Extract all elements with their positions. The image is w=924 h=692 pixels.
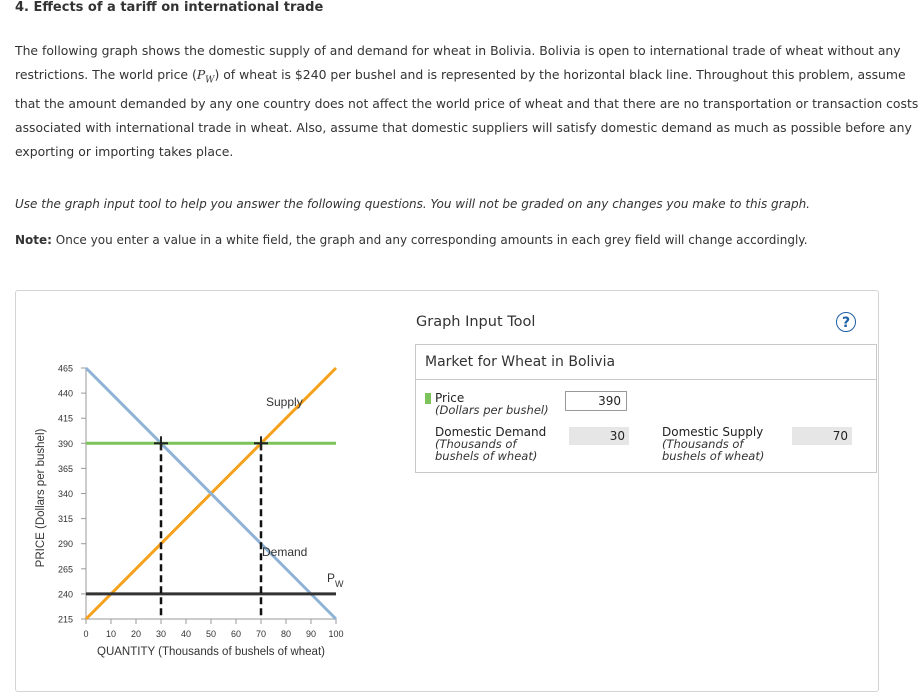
y-tick-label: 290 [57,539,73,550]
x-axis-label: QUANTITY (Thousands of bushels of wheat) [97,646,325,658]
intro-text-end: ) of wheat is $240 per bushel and is represented by the horizontal black line. Throughout this problem, assume that the amount demanded by any one country does not affect the world price of wheat and that there are no transportation or transaction costs associated with international trade in wheat. Also, assume that domestic suppliers will satisfy domestic demand as much as possible before any exporting or importing takes place. [15,67,919,160]
world-price-line-label-main: P [327,571,336,585]
y-tick-label: 465 [57,363,73,374]
intro-text-start: The following graph shows the domestic supply of and demand for wheat in Bolivia. Bolivia is open to international trade of wheat without any restrictions. The world price ( [15,43,901,82]
x-tick-label: 10 [105,629,117,639]
price-swatch [425,393,431,404]
y-tick-label: 415 [57,413,73,424]
domestic-supply-label: Domestic Supply [662,425,764,439]
y-tick-label: 365 [57,463,73,474]
y-tick-label: 440 [57,388,73,399]
domestic-demand-unit-1: (Thousands of [435,437,517,451]
y-tick-label: 390 [57,438,73,449]
price-unit: (Dollars per bushel) [435,403,549,417]
help-icon[interactable]: ? [836,312,856,332]
price-label: Price [435,391,465,405]
instruction-text: Use the graph input tool to help you answer the following questions. You will not be graded on any changes you make to this graph. [15,197,810,211]
x-tick-label: 100 [328,629,344,639]
x-tick-label: 30 [155,629,167,639]
world-price-line-label [327,571,344,589]
note-label: Note: [15,233,52,247]
demand-curve-label: Demand [262,545,308,559]
price-input[interactable] [565,391,627,411]
note-body: Once you enter a value in a white field, the graph and any corresponding amounts in each grey field will change accordingly. [51,233,808,247]
world-price-symbol-sub: W [205,75,215,86]
world-price-symbol-main: P [196,67,206,82]
y-tick-label: 215 [57,614,73,625]
x-tick-label: 0 [83,629,89,639]
domestic-supply-unit-1: (Thousands of [662,437,744,451]
x-tick-labels [83,629,343,639]
domestic-supply-value: 70 [792,427,852,445]
world-price-line-label-sub: W [335,579,344,589]
y-tick-label: 265 [57,564,73,575]
x-tick-label: 20 [130,629,142,639]
x-tick-label: 80 [280,629,292,639]
domestic-supply-unit-2: bushels of wheat) [662,449,765,463]
y-tick-label: 240 [57,589,73,600]
x-tick-label: 40 [180,629,192,639]
x-tick-label: 90 [305,629,317,639]
market-header [416,345,876,380]
domestic-demand-label: Domestic Demand [435,425,547,439]
y-tick-label: 315 [57,514,73,525]
graph-input-tool-title: Graph Input Tool [416,314,536,330]
y-tick-labels [58,364,73,625]
x-tick-label: 50 [205,629,217,639]
x-tick-label: 70 [255,629,267,639]
domestic-demand-unit-2: bushels of wheat) [435,449,538,463]
x-tick-label: 60 [230,629,242,639]
domestic-demand-value: 30 [569,427,629,445]
y-axis-label: PRICE (Dollars per bushel) [35,428,47,568]
supply-curve-label: Supply [266,395,303,409]
y-tick-label: 340 [57,489,73,499]
question-title: 4. Effects of a tariff on international trade [15,0,324,15]
market-title: Market for Wheat in Bolivia [425,354,616,370]
